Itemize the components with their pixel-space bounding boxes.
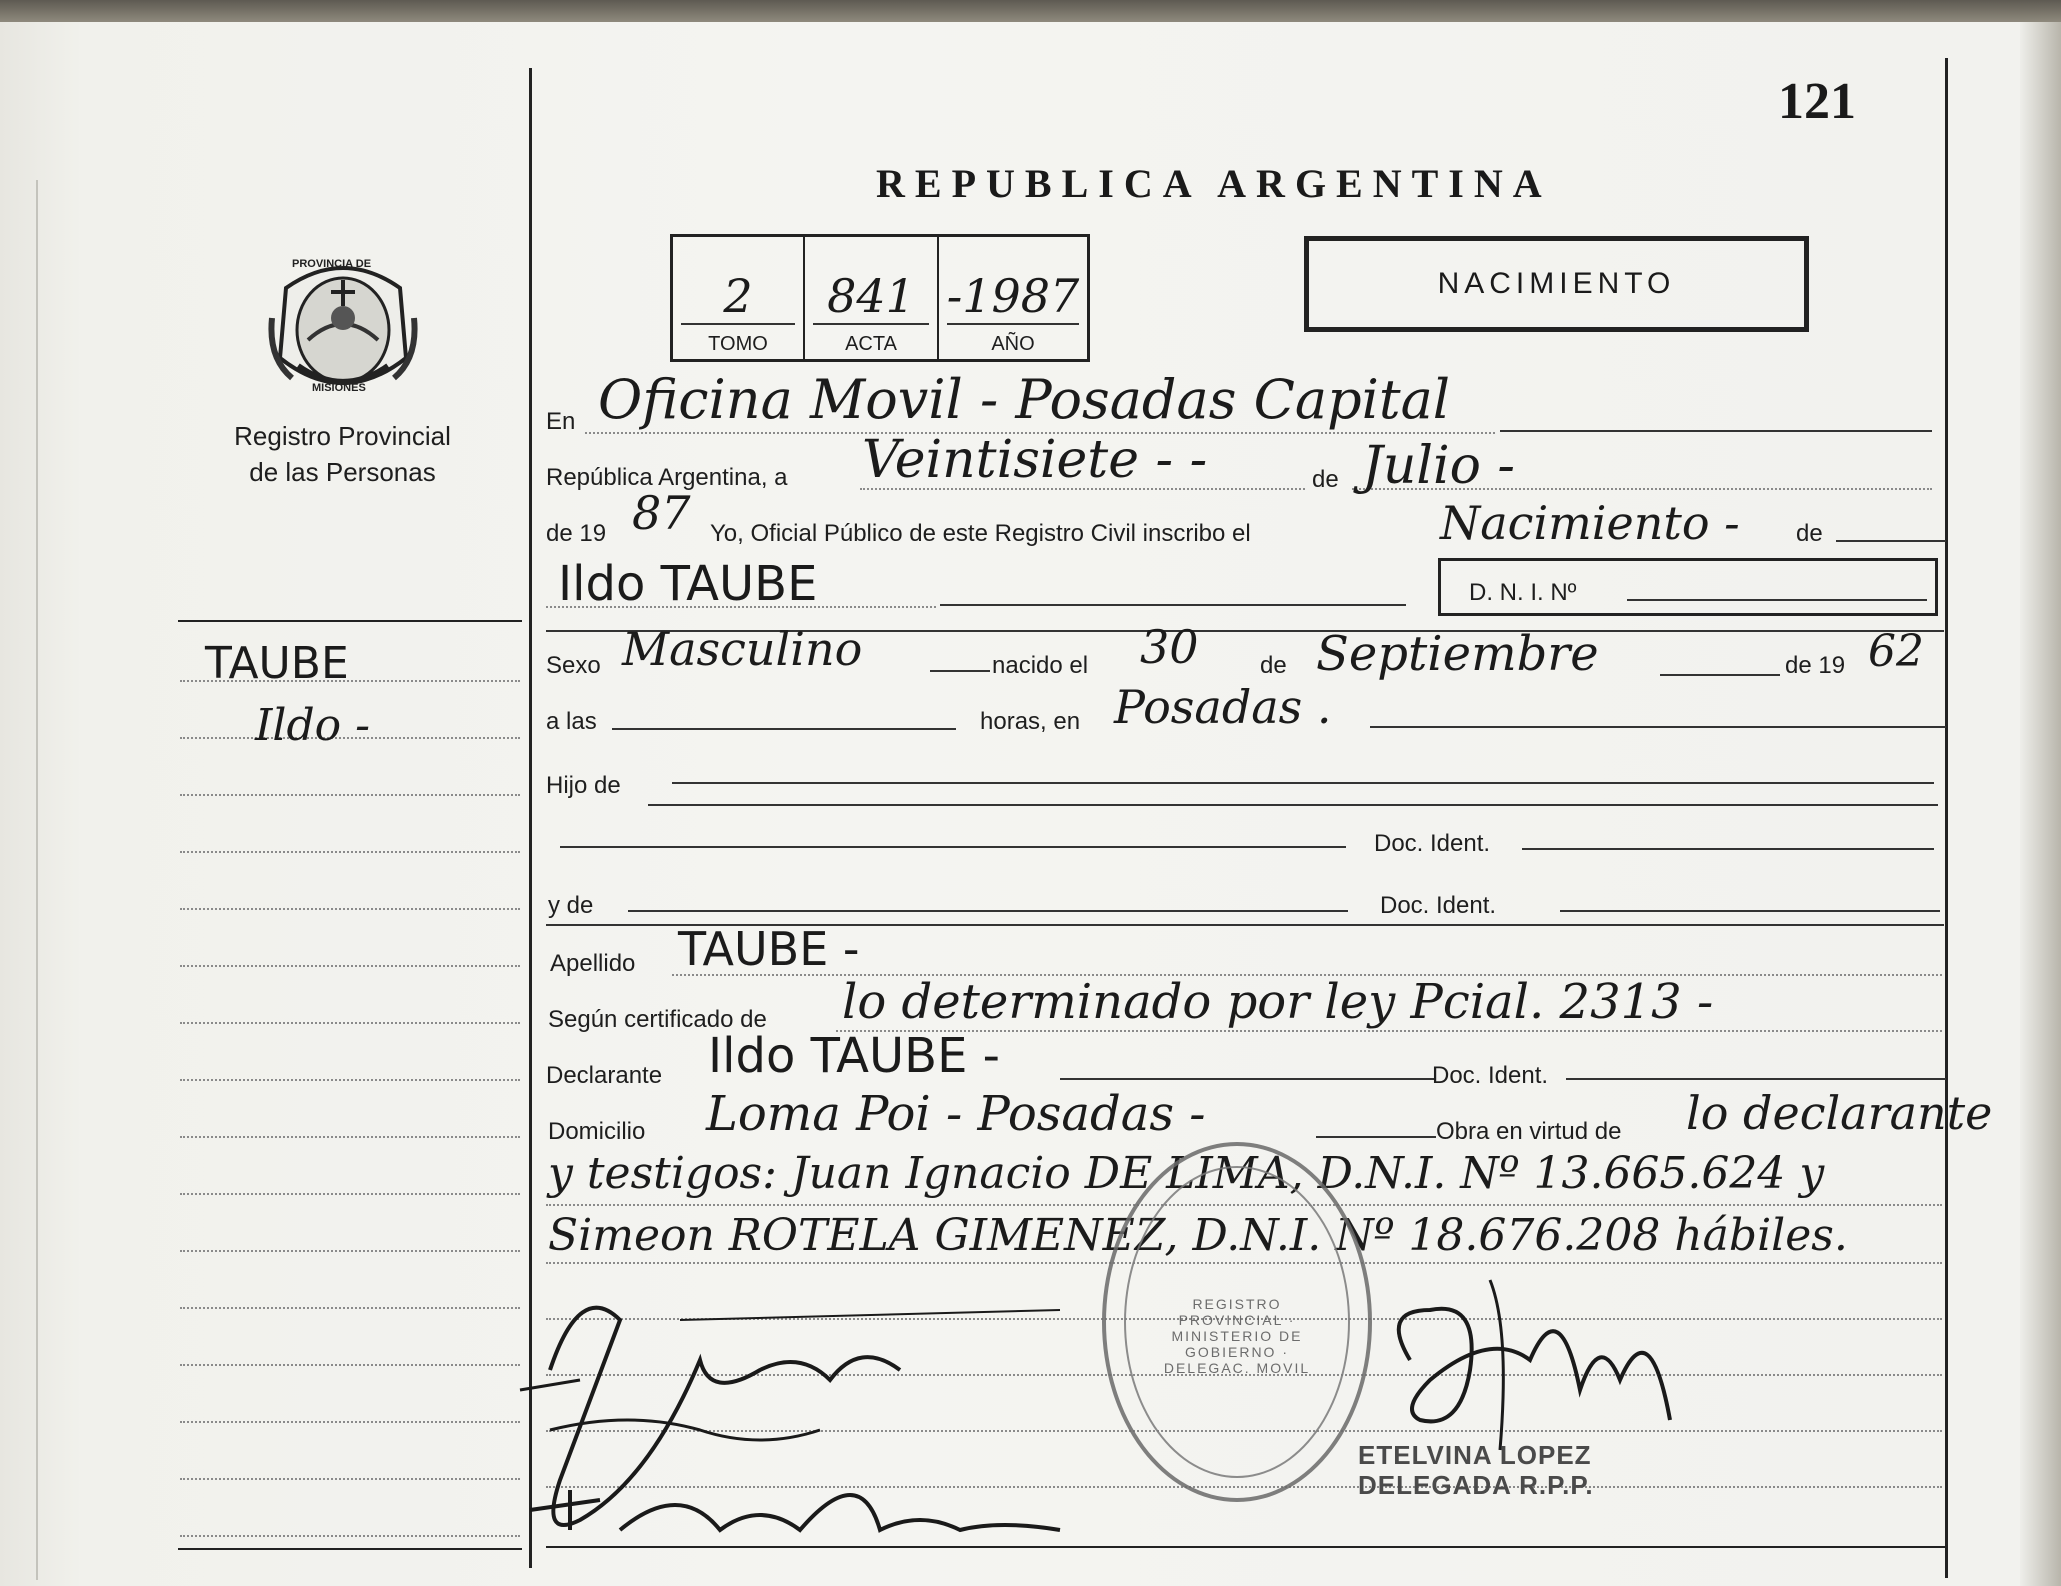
page-edge-shadow [2020, 22, 2061, 1586]
stamp-text: REGISTRO PROVINCIAL · MINISTERIO DE GOBIERNO · DELEGAC. MOVIL [1163, 1296, 1311, 1376]
official-circular-stamp [1102, 1142, 1372, 1502]
domicilio-blank [1316, 1136, 1436, 1138]
registry-name-line1: Registro Provincial [234, 421, 451, 451]
father-blank-2 [648, 804, 1938, 806]
month-value: Julio - [1362, 436, 1516, 496]
obra-label: Obra en virtud de [1436, 1118, 1622, 1145]
hours-blank [612, 728, 956, 730]
margin-rule [180, 1478, 520, 1480]
witness-line-1: y testigos: Juan Ignacio DE LIMA, D.N.I. Nº 13.665.624 y [548, 1148, 1825, 1199]
apellido-value: TAUBE - [678, 922, 860, 976]
father-blank [672, 782, 1934, 784]
republic-label: República Argentina, a [546, 464, 788, 491]
de-label-2: de [1796, 520, 1823, 547]
official-title: DELEGADA R.P.P. [1358, 1470, 1594, 1500]
margin-rule [180, 1250, 520, 1252]
mother-doc-blank [1560, 910, 1940, 912]
margin-bottom-rule [178, 1548, 522, 1550]
horas-label: horas, en [980, 708, 1081, 735]
margin-rule [180, 1421, 520, 1423]
right-border [1945, 58, 1948, 1578]
domicilio-label: Domicilio [548, 1118, 646, 1145]
birth-place: Posadas . [1114, 680, 1332, 734]
witness-line-2: Simeon ROTELA GIMENEZ, D.N.I. Nº 18.676.208 hábiles. [548, 1210, 1848, 1261]
mother-blank [628, 910, 1348, 912]
year-prefix: de 19 [546, 520, 607, 547]
acta-value: 841 [827, 269, 915, 323]
seal-text-bottom: MISIONES [312, 382, 366, 394]
doc-ident-label-2: Doc. Ident. [1380, 892, 1497, 919]
tomo-value: 2 [723, 269, 753, 323]
record-kind: Nacimiento - [1440, 496, 1740, 550]
margin-rule [180, 1079, 520, 1081]
declarante-blank [1060, 1078, 1436, 1080]
place-blank [1500, 430, 1932, 432]
born-label: nacido el [992, 652, 1089, 679]
tomo-line [681, 323, 795, 325]
dni-label: D. N. I. Nº [1469, 579, 1577, 606]
margin-surname: TAUBE [205, 638, 349, 689]
y-de-label: y de [548, 892, 594, 919]
dni-box [1438, 558, 1938, 616]
seal-text-top: PROVINCIA DE [292, 258, 372, 270]
en-label: En [546, 408, 576, 435]
year-suffix: 87 [632, 486, 691, 540]
official-name: ETELVINA LOPEZ [1358, 1440, 1592, 1470]
apellido-label: Apellido [550, 950, 636, 977]
acta-cell [805, 237, 939, 359]
name-blank [940, 604, 1406, 606]
margin-rule [180, 1364, 520, 1366]
person-name: Ildo TAUBE [558, 556, 818, 612]
margin-header-rule [178, 620, 522, 622]
margin-rule [180, 965, 520, 967]
dni-blank [1627, 599, 1927, 601]
ano-line [947, 323, 1079, 325]
book-spine [36, 180, 62, 1580]
tomo-cell [673, 237, 805, 359]
certificado-label: Según certificado de [548, 1006, 767, 1033]
ano-label: AÑO [991, 333, 1035, 355]
registry-name-line2: de las Personas [249, 457, 436, 487]
birth-month: Septiembre [1316, 626, 1599, 682]
doc-ident-label-3: Doc. Ident. [1432, 1062, 1549, 1089]
birth-year-prefix: de 19 [1785, 652, 1846, 679]
margin-rule [180, 1136, 520, 1138]
hijo-label: Hijo de [546, 772, 621, 799]
father-doc-blank [560, 846, 1346, 848]
ano-value: -1987 [946, 269, 1080, 323]
registry-number-box [670, 234, 1090, 362]
certificado-value: lo determinado por ley Pcial. 2313 - [842, 974, 1714, 1030]
de-label: de [1312, 466, 1339, 493]
margin-rule [180, 908, 520, 910]
month-blank [1660, 674, 1780, 676]
registry-name [170, 418, 515, 490]
margin-rule [180, 851, 520, 853]
ano-cell [939, 237, 1087, 359]
acta-line [813, 323, 929, 325]
declarante-doc-blank [1566, 1078, 1946, 1080]
doc-ident-label: Doc. Ident. [1374, 830, 1491, 857]
official-statement: Yo, Oficial Público de este Registro Civil inscribo el [710, 520, 1251, 547]
doc-ident-blank [1522, 848, 1934, 850]
sex-value: Masculino [622, 622, 863, 676]
tomo-label: TOMO [708, 333, 768, 355]
margin-rule [180, 1022, 520, 1024]
declarante-value: Ildo TAUBE - [708, 1028, 1000, 1084]
a-las-label: a las [546, 708, 597, 735]
page-number: 121 [1778, 73, 1856, 130]
domicilio-value: Loma Poi - Posadas - [706, 1086, 1206, 1142]
margin-given-name: Ildo - [255, 700, 370, 751]
day-written: Veintisiete - - [862, 430, 1208, 490]
place-value: Oficina Movil - Posadas Capital [598, 368, 1451, 431]
birth-year-suffix: 62 [1868, 626, 1924, 677]
name-dotline [546, 606, 936, 608]
margin-rule [180, 1307, 520, 1309]
margin-rule [180, 794, 520, 796]
obra-value: lo declarante [1686, 1086, 1993, 1140]
margin-rule [180, 1535, 520, 1537]
certificado-dotline [836, 1030, 1942, 1032]
country-title: REPUBLICA ARGENTINA [876, 161, 1552, 206]
place-blank-2 [1370, 726, 1946, 728]
sex-blank [930, 670, 990, 672]
sex-label: Sexo [546, 652, 601, 679]
official-name-stamp [1358, 1440, 1594, 1500]
de-blank [1836, 540, 1946, 542]
acta-label: ACTA [845, 333, 897, 355]
declarante-label: Declarante [546, 1062, 663, 1089]
de-label-3: de [1260, 652, 1287, 679]
margin-rule [180, 1193, 520, 1195]
birth-day: 30 [1140, 620, 1199, 674]
record-type-box: NACIMIENTO [1304, 236, 1809, 332]
